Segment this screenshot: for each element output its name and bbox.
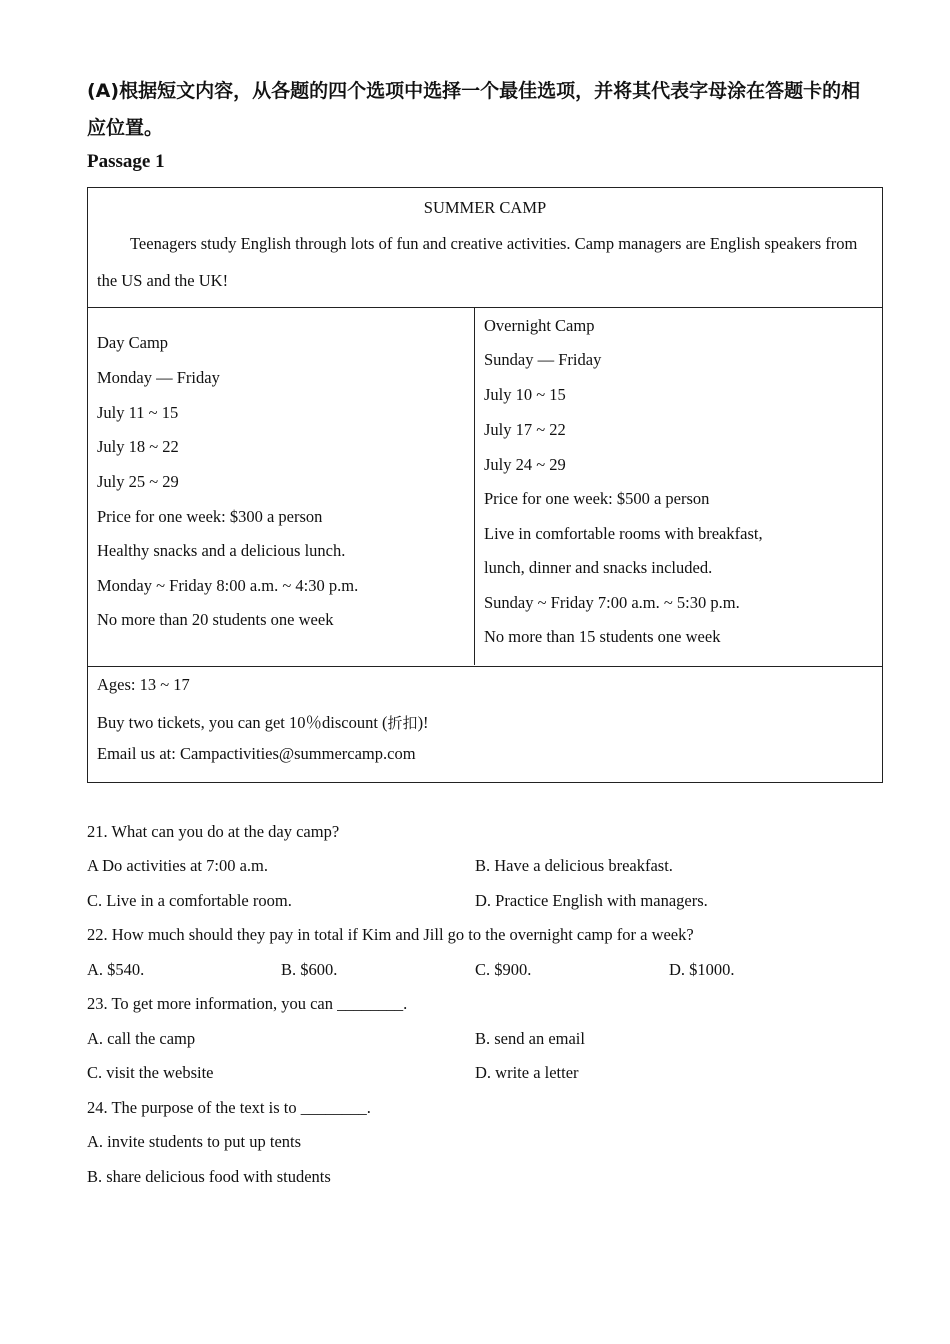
day-camp-heading: Day Camp [97, 333, 169, 352]
overnight-camp-heading: Overnight Camp [484, 316, 595, 335]
overnight-camp-meals: lunch, dinner and snacks included. [484, 558, 713, 577]
ad-ages: Ages: 13 ~ 17 [97, 675, 190, 694]
question-23-option-a: A. call the camp [87, 1029, 196, 1048]
day-camp-meals: Healthy snacks and a delicious lunch. [97, 541, 346, 560]
question-21-stem: 21. What can you do at the day camp? [87, 822, 340, 841]
overnight-camp-hours: Sunday ~ Friday 7:00 a.m. ~ 5:30 p.m. [484, 593, 740, 612]
ad-footer [88, 666, 882, 782]
question-22-option-a: A. $540. [87, 960, 145, 979]
overnight-camp-rooms: Live in comfortable rooms with breakfast, [484, 524, 763, 543]
summer-camp-ad [87, 187, 883, 783]
ad-title: SUMMER CAMP [423, 198, 547, 217]
day-camp-hours: Monday ~ Friday 8:00 a.m. ~ 4:30 p.m. [97, 576, 359, 595]
question-22-option-b: B. $600. [281, 960, 338, 979]
question-21-option-a: A Do activities at 7:00 a.m. [87, 856, 269, 875]
overnight-camp-price: Price for one week: $500 a person [484, 489, 710, 508]
question-23-option-d: D. write a letter [475, 1063, 579, 1082]
discount-text-end: )! [417, 713, 429, 732]
overnight-camp-capacity: No more than 15 students one week [484, 627, 721, 646]
question-21-option-d: D. Practice English with managers. [475, 891, 708, 910]
ad-discount [97, 709, 429, 733]
overnight-camp-dates-2: July 17 ~ 22 [484, 420, 566, 439]
question-24-option-a: A. invite students to put up tents [87, 1132, 302, 1151]
ad-email: Email us at: Campactivities@summercamp.com [97, 744, 416, 763]
ad-intro: Teenagers study English through lots of fun and creative activities. Camp managers are English speakers from the US and the UK! [97, 234, 858, 290]
discount-text: Buy two tickets, you can get 10％discount ( [97, 713, 388, 732]
question-21-option-c: C. Live in a comfortable room. [87, 891, 292, 910]
day-camp-dates-3: July 25 ~ 29 [97, 472, 179, 491]
question-24-option-b: B. share delicious food with students [87, 1167, 331, 1186]
day-camp-dates-1: July 11 ~ 15 [97, 403, 179, 422]
day-camp-capacity: No more than 20 students one week [97, 610, 334, 629]
question-23-option-c: C. visit the website [87, 1063, 214, 1082]
passage-title: Passage 1 [87, 151, 165, 172]
ad-header [88, 188, 882, 308]
day-camp-price: Price for one week: $300 a person [97, 507, 323, 526]
question-23-option-b: B. send an email [475, 1029, 585, 1048]
day-camp-dates-2: July 18 ~ 22 [97, 437, 179, 456]
question-24-stem: 24. The purpose of the text is to ________. [87, 1098, 371, 1117]
question-21-option-b: B. Have a delicious breakfast. [475, 856, 673, 875]
overnight-camp-days: Sunday — Friday [484, 350, 602, 369]
day-camp-days: Monday — Friday [97, 368, 220, 387]
overnight-camp-dates-3: July 24 ~ 29 [484, 455, 566, 474]
discount-cjk-gloss: 折扣 [387, 714, 418, 732]
overnight-camp-column [475, 308, 882, 665]
question-22-option-c: C. $900. [475, 960, 532, 979]
overnight-camp-dates-1: July 10 ~ 15 [484, 385, 566, 404]
section-instruction: (A)根据短文内容，从各题的四个选项中选择一个最佳选项，并将其代表字母涂在答题卡的相应位置。 [87, 80, 861, 139]
question-22-option-d: D. $1000. [669, 960, 735, 979]
day-camp-column [88, 308, 475, 665]
question-23-stem: 23. To get more information, you can ________. [87, 994, 408, 1013]
question-22-stem: 22. How much should they pay in total if Kim and Jill go to the overnight camp for a week? [87, 925, 694, 944]
